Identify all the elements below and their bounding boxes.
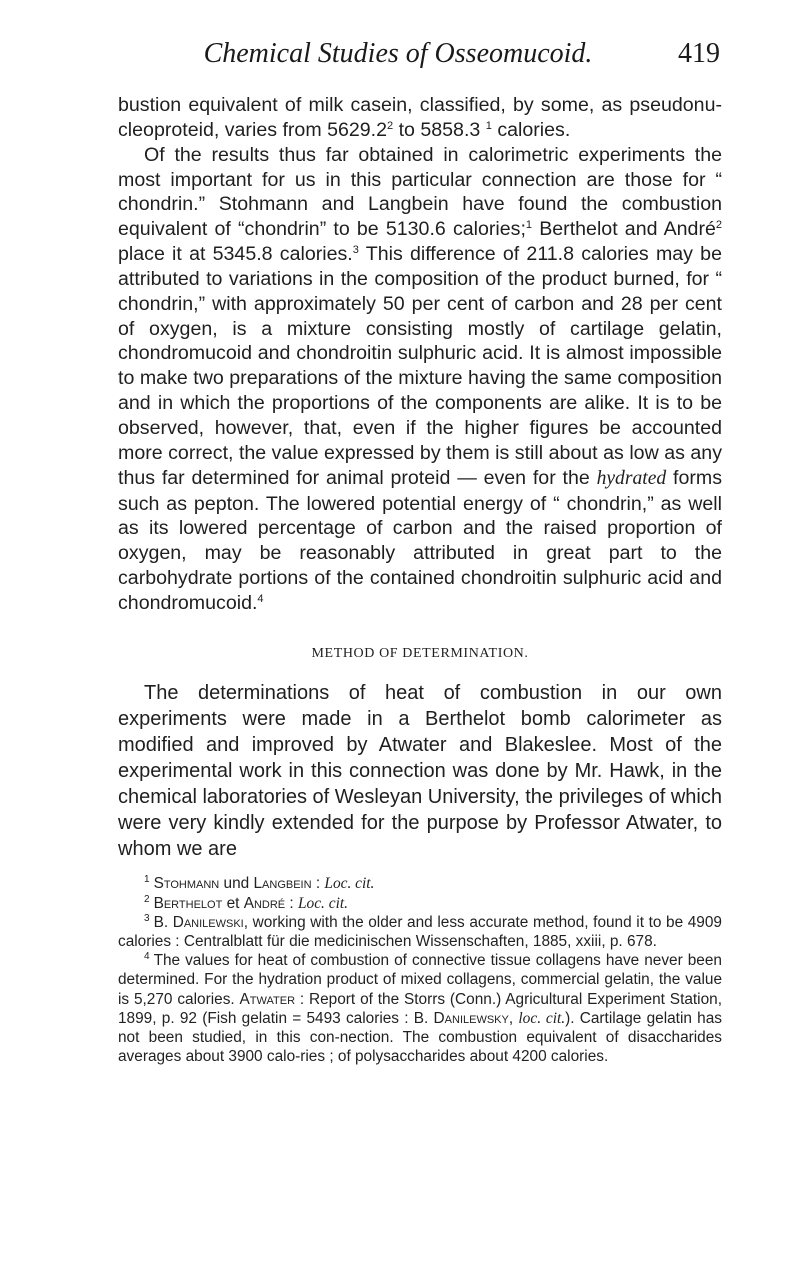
footnote-number: 1 — [144, 874, 150, 886]
text-run: place it at 5345.8 calories. — [118, 243, 353, 266]
text-run: to 5858.3 — [393, 118, 486, 141]
footnote-number: 2 — [144, 893, 150, 905]
text-run: und — [219, 875, 254, 893]
footnote-1 — [118, 874, 722, 893]
author-name: B. Danilewski — [153, 913, 244, 931]
footnotes — [118, 874, 722, 1066]
text-run: forms such as pepton. The lowered potential energy of “ chondrin,” as well as its lowered percentage of carbon and the raised proportion of oxygen, may be reasonably attributed in great part to the carbohydrate portions of the contained chondroitin sulphuric acid and chondromucoid. — [118, 466, 722, 614]
text-run: : Report of the Storrs (Conn.) Agricultural Experiment Station, 1899, p. 92 (Fish gelatin = 5493 calories : B. — [118, 990, 722, 1027]
footnote-2 — [118, 894, 722, 913]
author-name: Stohmann — [153, 875, 220, 893]
section-heading: METHOD OF DETERMINATION. — [311, 645, 529, 661]
text-run: : — [285, 894, 298, 912]
italic-term: hydrated — [596, 467, 667, 489]
footnote-number: 4 — [144, 951, 150, 963]
author-name: Langbein — [253, 875, 312, 893]
citation: Loc. cit. — [297, 894, 348, 912]
page-header — [118, 38, 720, 78]
text-run: Berthelot and André — [532, 218, 716, 241]
text-run: This difference of 211.8 calories may be attributed to variations in the composition of the product burned, for “ chondrin,” with approximately 50 per cent of carbon and 28 per cent of oxygen, is a mixture consisting mostly of cartilage gelatin, chondromucoid and chondroitin sulphuric acid. It is almost impossible to make two preparations of the mixture having the same composition and in which the proportions of the components are alike. It is to be observed, however, that, even if the higher figures be accounted more correct, the value expressed by them is still about as low as any thus far determined for animal proteid — even for the — [118, 243, 722, 489]
text-run: et — [222, 894, 244, 912]
author-name: Atwater — [239, 990, 296, 1008]
footnote-ref: 2 — [715, 219, 722, 232]
footnote-ref: 2 — [387, 119, 394, 132]
footnote-4 — [118, 951, 722, 1066]
text-run: Of the results thus far obtained in calorimetric experiments the most important for us in this particular connection are those for “ chondrin.” Stohmann and Langbein have found the combustion equivalent of “chondrin” to be 5130.6 calories; — [118, 143, 722, 241]
footnote-ref: 1 — [525, 219, 533, 232]
text-run: : — [311, 875, 325, 893]
paragraph-chondrin — [118, 143, 722, 616]
footnote-number: 3 — [144, 912, 150, 924]
citation: loc. cit. — [518, 1009, 566, 1027]
text-run: ). Cartilage gelatin has not been studied, in this con-nection. The combustion equivalent of disaccharides averages about 3900 calo-ries ; of polysaccharides about 4200 calories. — [118, 1009, 722, 1066]
text-run: The values for heat of combustion of connective tissue collagens have never been determined. For the hydration product of mixed collagens, commercial gelatin, the value is 5,270 calories. — [118, 952, 722, 1008]
author-name: Berthelot — [153, 894, 223, 912]
footnote-ref: 1 — [485, 119, 492, 132]
text-run: , working with the older and less accurate method, found it to be 4909 calories : Centralblatt für die medicinischen Wissenschaften, 1885, xxiii, p. 678. — [118, 913, 722, 950]
text-run: bustion equivalent of milk casein, classified, by some, as pseudonu-cleoproteid, varies from 5629.2 — [118, 94, 722, 141]
author-name: André — [243, 894, 286, 912]
footnote-ref: 4 — [257, 592, 264, 605]
body-text — [118, 93, 722, 1066]
paragraph-method: The determinations of heat of combustion in our own experiments were made in a Berthelot bomb calorimeter as modified and improved by Atwater and Blakeslee. Most of the experimental work in this connection was done by Mr. Hawk, in the chemical laboratories of Wesleyan University, the privileges of which were very kindly extended for the purpose by Professor Atwater, to whom we are — [118, 681, 722, 861]
footnote-3 — [118, 913, 722, 951]
running-title: Chemical Studies of Osseomucoid. — [203, 38, 593, 69]
text-run: calories. — [491, 118, 571, 141]
paragraph-continued — [118, 93, 722, 143]
text-run: , — [508, 1009, 519, 1027]
author-name: Danilewsky — [433, 1009, 509, 1027]
footnote-ref: 3 — [352, 244, 359, 257]
page-number: 419 — [678, 38, 720, 69]
citation: Loc. cit. — [324, 875, 375, 893]
